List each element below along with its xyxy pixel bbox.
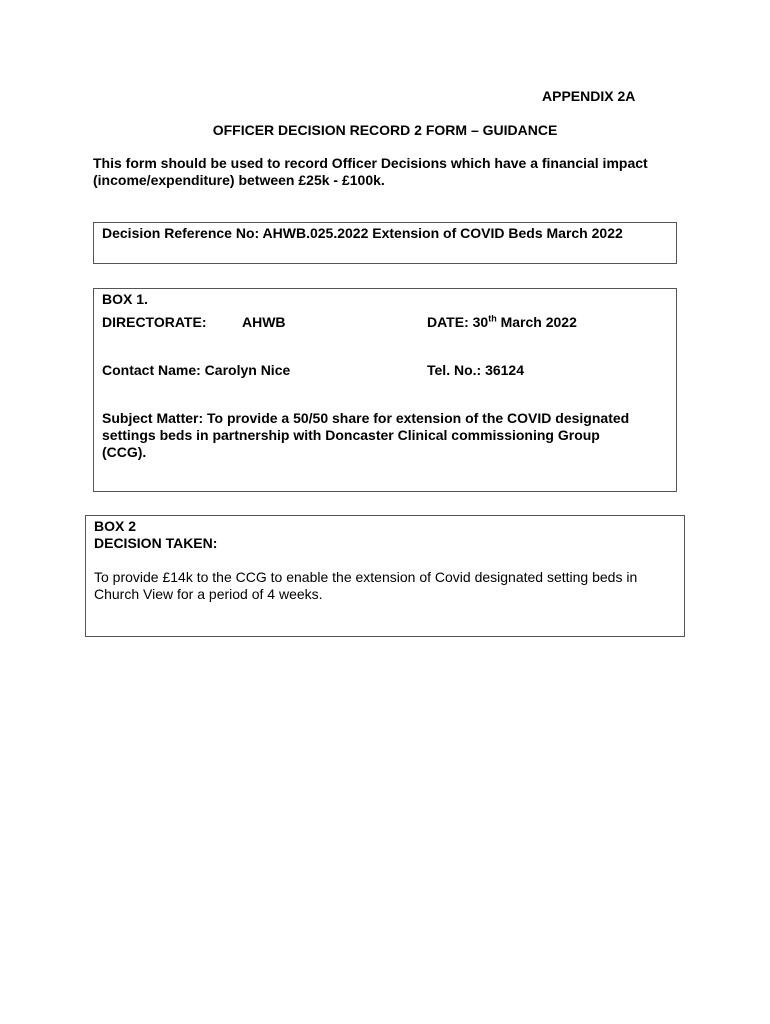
decision-reference-text: Decision Reference No: AHWB.025.2022 Extension of COVID Beds March 2022 bbox=[102, 225, 623, 241]
date-prefix: DATE: 30 bbox=[427, 314, 489, 330]
intro-text: This form should be used to record Officer Decisions which have a financial impact (income/expenditure) between £25k - £100k. bbox=[93, 155, 648, 188]
directorate-label: DIRECTORATE: bbox=[102, 314, 207, 330]
decision-taken-text: To provide £14k to the CCG to enable the extension of Covid designated setting beds in Church View for a period of 4 weeks. bbox=[94, 569, 638, 602]
date-ordinal: th bbox=[488, 313, 497, 324]
box-2 bbox=[85, 515, 685, 637]
box-1 bbox=[93, 288, 677, 492]
appendix-label: APPENDIX 2A bbox=[542, 88, 636, 104]
telephone-number: Tel. No.: 36124 bbox=[427, 362, 525, 378]
decision-reference-box bbox=[93, 222, 677, 264]
contact-name: Contact Name: Carolyn Nice bbox=[102, 362, 291, 378]
box-1-title: BOX 1. bbox=[102, 291, 148, 307]
subject-matter: Subject Matter: To provide a 50/50 share for extension of the COVID designated settings beds in partnership with Doncaster Clinical commissioning Group (CCG). bbox=[102, 410, 630, 460]
decision-date bbox=[427, 314, 577, 330]
decision-taken-heading: DECISION TAKEN: bbox=[94, 535, 218, 551]
box-2-title: BOX 2 bbox=[94, 518, 137, 534]
form-title: OFFICER DECISION RECORD 2 FORM – GUIDANCE bbox=[212, 122, 558, 138]
date-suffix: March 2022 bbox=[496, 314, 577, 330]
directorate-value: AHWB bbox=[242, 314, 286, 330]
